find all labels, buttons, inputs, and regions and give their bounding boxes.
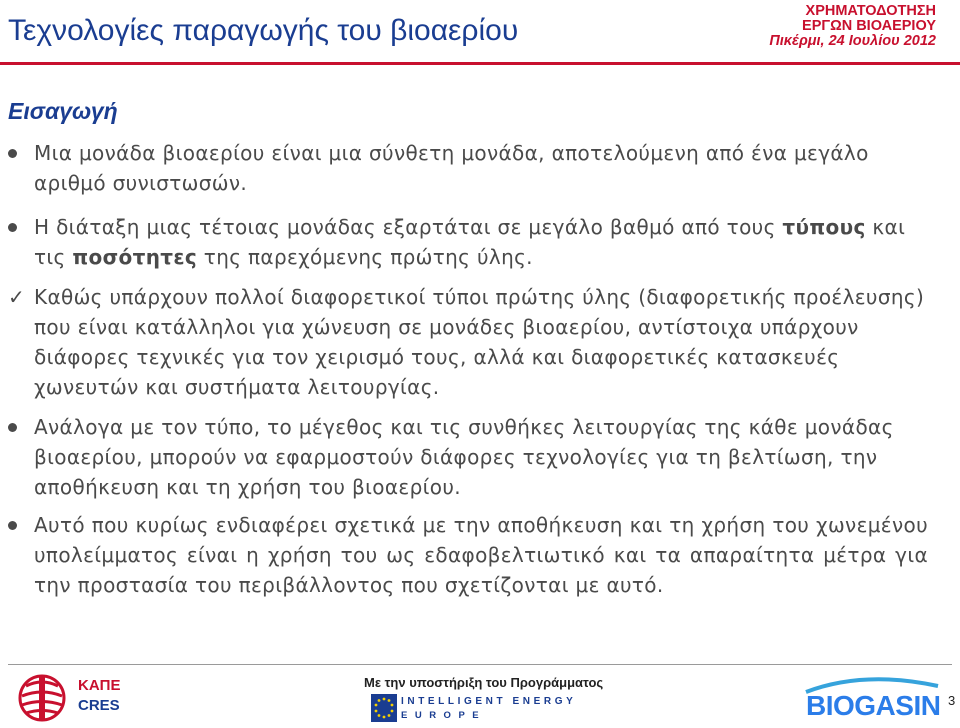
title-divider [0,62,960,65]
bullet-icon [8,149,17,158]
cres-greek-name: ΚΑΠΕ [78,677,121,694]
paragraph-text: Μια μονάδα βιοαερίου είναι μια σύνθετη μονάδα, αποτελούμενη από ένα μεγάλο αριθμό συνιστωσών. [34,141,869,195]
paragraph-text: Ανάλογα με τον τύπο, το μέγεθος και τις συνθήκες λειτουργίας της κάθε μονάδας βιοαερίου, μπορούν να εφαρμοστούν διάφορες τεχνολογίες για τη βελτίωση, την αποθήκευση και τη χρήση του βιοαερίου. [34,415,894,499]
paragraph-text: Αυτό που κυρίως ενδιαφέρει σχετικά με την αποθήκευση και τη χρήση του χωνεμένου υπολείμματος είναι η χρήση του ως εδαφοβελτιωτικό και τα απαραίτητα μέτρα για την προστασία του περιβάλλοντος που σχετίζονται με αυτό. [34,513,928,597]
page-number: 3 [948,693,956,708]
header-corner-info [769,4,936,49]
emphasis-types: τύπους [782,215,866,239]
paragraph-text: Καθώς υπάρχουν πολλοί διαφορετικοί τύποι πρώτης ύλης (διαφορετικής προέλευσης) που είναι κατάλληλοι για χώνευση σε μονάδες βιοαερίου, αντίστοιχα υπάρχουν διάφορες τεχνικές για τον χειρισμό τους, αλλά και διαφορετικές κατασκευές χωνευτών και συστήματα λειτουργίας. [34,285,925,399]
bullet-paragraph-2 [8,212,928,272]
biogasin-text-b: IN [913,690,941,721]
iee-line-2: EUROPE [401,710,487,721]
cres-latin-name: CRES [78,697,120,714]
bullet-icon [8,423,17,432]
corner-date: Πικέρμι, 24 Ιουλίου 2012 [769,33,936,49]
bullet-paragraph-1 [8,138,928,198]
checkmark-icon: ✓ [8,285,26,309]
bullet-paragraph-3 [8,412,928,502]
biogasin-text-a: BIOGAS [806,690,914,721]
paragraph-text: της παρεχόμενης πρώτης ύλης. [197,245,533,269]
corner-line-1: ΧΡΗΜΑΤΟΔΟΤΗΣΗ [805,3,936,19]
paragraph-text: Η διάταξη μιας τέτοιας μονάδας εξαρτάται σε μεγάλο βαθμό από τους [34,215,783,239]
support-text: Με την υποστήριξη του Προγράμματος [364,675,604,690]
emphasis-quantities: ποσότητες [72,245,198,269]
bullet-icon [8,223,17,232]
iee-logo [371,694,591,724]
biogasin-wordmark [806,690,940,722]
footer-divider [8,664,952,665]
check-paragraph [8,282,928,402]
eu-stars-icon [371,694,397,722]
slide-body [8,138,928,600]
slide-title: Τεχνολογίες παραγωγής του βιοαερίου [8,14,519,47]
section-heading: Εισαγωγή [8,98,118,124]
paragraph-text: και τις [34,215,906,269]
bullet-paragraph-4 [8,510,928,600]
corner-line-2: ΕΡΓΩΝ ΒΙΟΑΕΡΙΟΥ [802,18,936,34]
iee-line-1: INTELLIGENT ENERGY [401,696,577,707]
cres-logo [16,672,136,724]
cres-emblem-icon [16,672,74,722]
biogasin-logo [804,676,942,724]
bullet-icon [8,521,17,530]
